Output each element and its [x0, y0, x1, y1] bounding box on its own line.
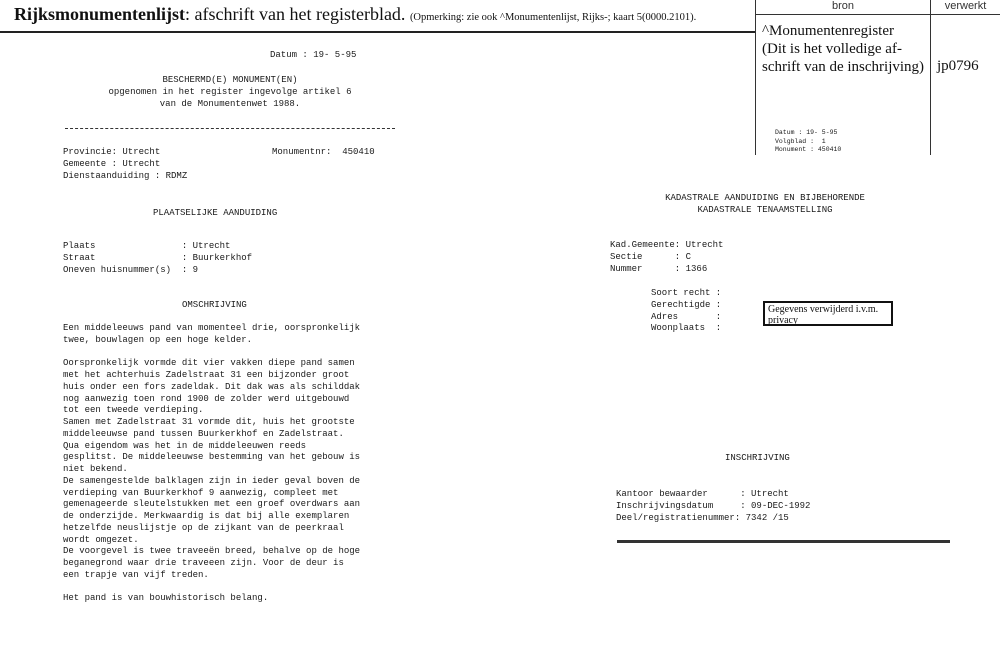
register-heading: BESCHERMD(E) MONUMENT(EN) opgenomen in het register ingevolge artikel 6 van de Monumentenwet 1988. — [108, 75, 352, 109]
col-verwerkt: verwerkt — [944, 0, 987, 12]
plaats-heading: PLAATSELIJKE AANDUIDING — [153, 208, 278, 218]
inschrijving-info: Kantoor bewaarder : Utrecht Inschrijvingsdatum : 09-DEC-1992 Deel/registratienummer: 7342 /15 — [616, 489, 811, 523]
side-table-divider — [930, 0, 931, 155]
document-title — [14, 4, 696, 25]
tenaamstelling: Soort recht : Gerechtigde : Adres : Woonplaats : — [651, 288, 722, 334]
kadastraal-info: Kad.Gemeente: Utrecht Sectie : C Nummer : 1366 — [610, 240, 724, 274]
inschrijving-heading: INSCHRIJVING — [725, 453, 790, 463]
side-table-border — [755, 0, 756, 155]
title-rule — [0, 31, 755, 33]
verwerkt-value: jp0796 — [937, 58, 979, 74]
admin-info: Provincie: Utrecht Gemeente : Utrecht Dienstaanduiding : RDMZ — [63, 147, 188, 181]
side-table-header-rule — [755, 14, 1000, 15]
kadastrale-heading: KADASTRALE AANDUIDING EN BIJBEHORENDE KADASTRALE TENAAMSTELLING — [665, 193, 865, 215]
title-note: (Opmerking: zie ook ^Monumentenlijst, Rijks-; kaart 5(0000.2101). — [409, 12, 697, 23]
privacy-note: Gegevens verwijderd i.v.m. privacy — [763, 301, 893, 326]
datum: Datum : 19- 5-95 — [270, 50, 357, 60]
omschrijving-text: Een middeleeuws pand van momenteel drie, oorspronkelijk twee, bouwlagen op een hoge kelder. Oorspronkelijk vormde dit vier vakken diepe pand samen met het achterhuis Zadelstraat 31 een bijzonder groot huis onder een fors zadeldak. Dit dak was als schilddak nog aanwezig toen rond 1900 de zolder werd uitgebouwd tot een tweede verdieping. Samen met Zadelstraat 31 vormde dit, huis het grootste middeleeuwse pand tussen Buurkerkhof en Zadelstraat. Qua eigendom was het in de middeleeuwen reeds gesplitst. De middeleeuwse bestemming van het gebouw is niet bekend. De samengestelde balklagen zijn in ieder geval boven de verdieping van Buurkerkhof 9 aanwezig, compleet met gemenageerde sleutelstukken met een groef overdwars aan de onderzijde. Merkwaardig is dat bij alle exemplaren hetzelfde neuslijstje op de zijkant van de peerkraal wordt omgezet. De voorgevel is twee traveeën breed, behalve op de hoge beganegrond waar drie traveeen zijn. Voor de deur is een trapje van vijf treden. Het pand is van bouwhistorisch belang. — [63, 323, 361, 604]
page-stamp: Datum : 19- 5-95 Volgblad : 1 Monument : 450410 — [775, 129, 842, 153]
title-bold: Rijksmonumentenlijst — [14, 4, 186, 24]
plaats-info: Plaats : Utrecht Straat : Buurkerkhof Oneven huisnummer(s) : 9 — [63, 241, 253, 275]
closing-rule — [617, 540, 950, 543]
col-bron: bron — [831, 0, 855, 12]
title-rest: : afschrift van het registerblad. — [185, 4, 406, 24]
omschrijving-heading: OMSCHRIJVING — [182, 300, 247, 310]
monumentnr: Monumentnr: 450410 — [272, 147, 375, 157]
dashed-divider — [65, 128, 395, 129]
bron-value: ^Monumentenregister (Dit is het volledige af- schrift van de inschrijving) — [762, 23, 925, 75]
